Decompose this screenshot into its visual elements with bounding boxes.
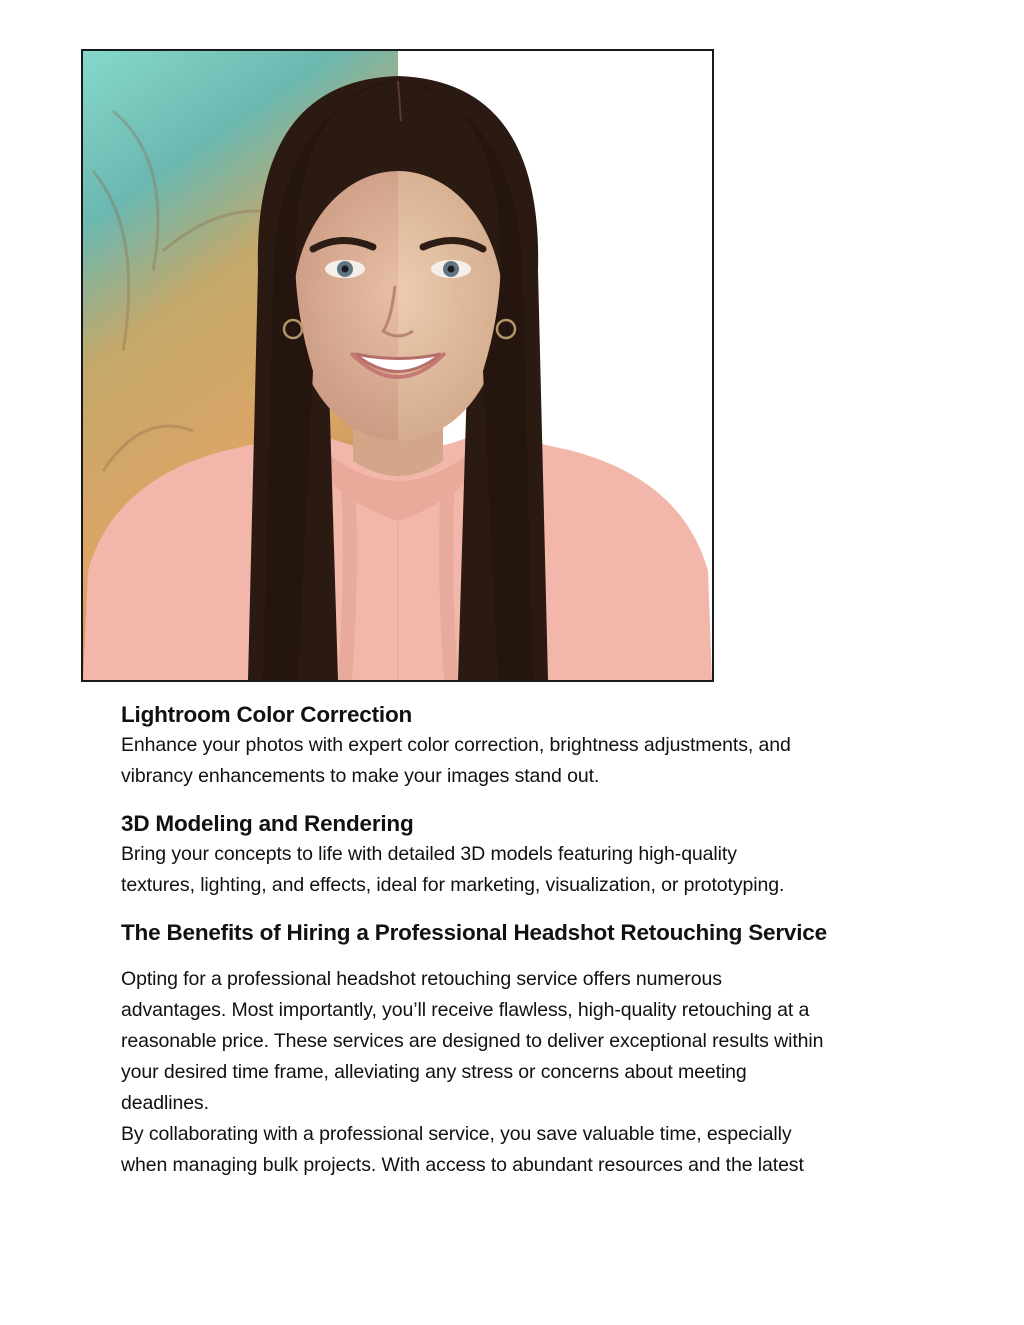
benefits-paragraph-1 bbox=[121, 964, 921, 1119]
body-line: Bring your concepts to life with detailed 3D models featuring high-quality bbox=[121, 843, 737, 865]
body-line: vibrancy enhancements to make your images stand out. bbox=[121, 765, 600, 787]
section-lightroom bbox=[121, 700, 921, 792]
body-line: advantages. Most importantly, you’ll receive flawless, high-quality retouching at a bbox=[121, 999, 810, 1021]
before-after-portrait-image bbox=[81, 49, 714, 682]
benefits-paragraph-2 bbox=[121, 1119, 921, 1181]
section-heading: The Benefits of Hiring a Professional Headshot Retouching Service bbox=[121, 920, 827, 945]
body-line: deadlines. bbox=[121, 1092, 209, 1114]
section-heading: Lightroom Color Correction bbox=[121, 702, 413, 727]
body-line: your desired time frame, alleviating any stress or concerns about meeting bbox=[121, 1061, 747, 1083]
section-heading: 3D Modeling and Rendering bbox=[121, 811, 414, 836]
section-body bbox=[121, 730, 921, 792]
section-body bbox=[121, 839, 921, 901]
section-3d-modeling bbox=[121, 809, 921, 901]
body-line: Opting for a professional headshot retouching service offers numerous bbox=[121, 968, 722, 990]
body-line: By collaborating with a professional service, you save valuable time, especially bbox=[121, 1123, 792, 1145]
body-line: textures, lighting, and effects, ideal for marketing, visualization, or prototyping. bbox=[121, 874, 785, 896]
body-line: Enhance your photos with expert color correction, brightness adjustments, and bbox=[121, 734, 791, 756]
section-benefits bbox=[121, 918, 921, 1181]
body-line: reasonable price. These services are designed to deliver exceptional results within bbox=[121, 1030, 824, 1052]
portrait-illustration bbox=[83, 51, 712, 680]
text-content bbox=[121, 700, 921, 1181]
body-line: when managing bulk projects. With access to abundant resources and the latest bbox=[121, 1154, 804, 1176]
